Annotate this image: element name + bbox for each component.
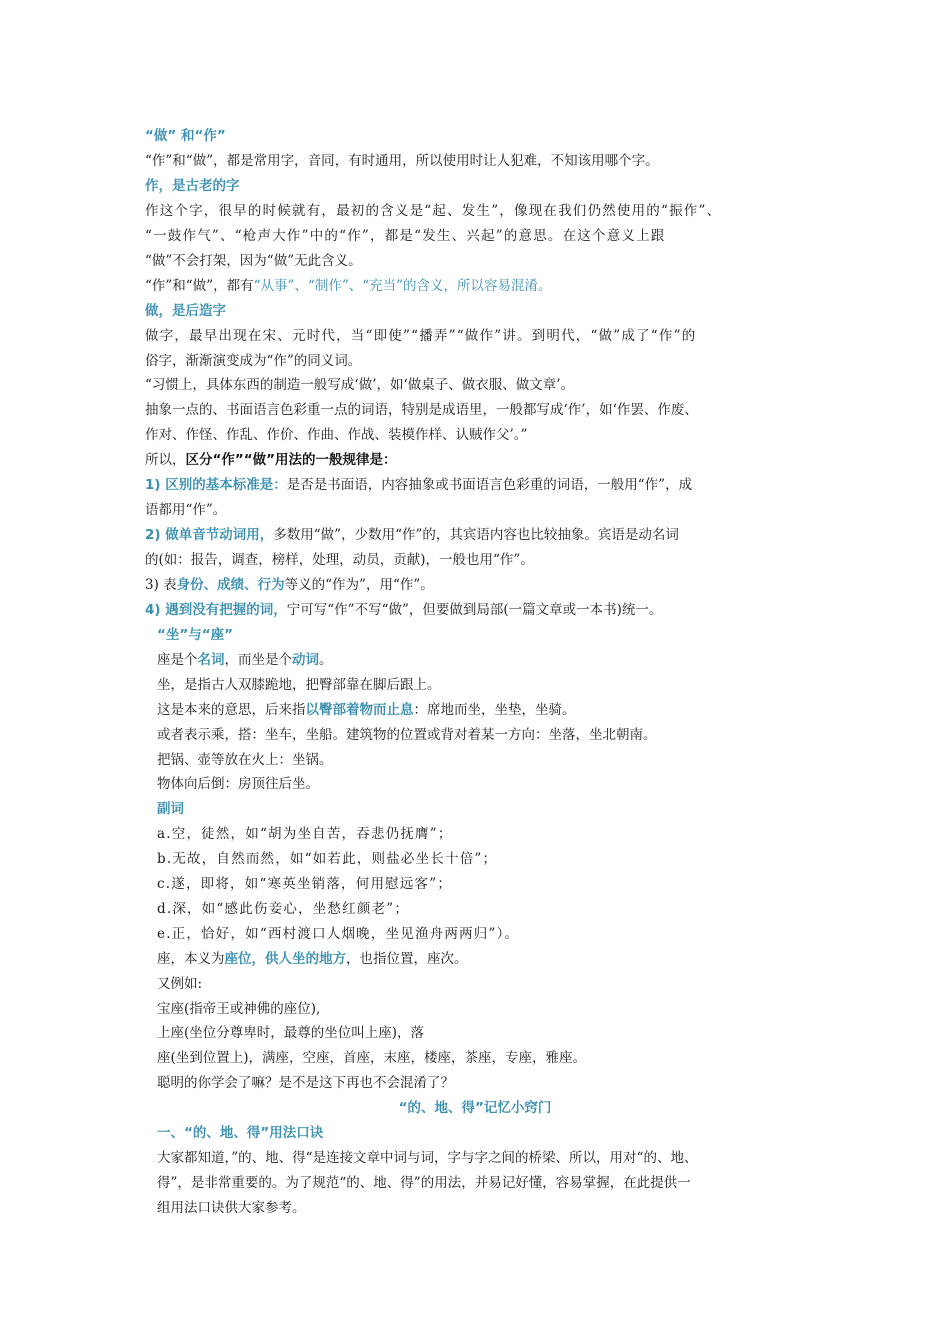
text-span: 宁可写“作”不写“做”，但要做到局部(一篇文章或一本书)统一。: [286, 602, 663, 618]
highlight-span: 4) 遇到没有把握的词，: [145, 602, 287, 618]
section-heading-zuo-seat: “坐”与“座”: [157, 627, 233, 643]
adverb-heading: 副词: [157, 801, 184, 817]
text-span: ，也指位置，座次。: [346, 951, 468, 967]
paragraph-line: 把锅、壶等放在火上：坐锅。: [157, 752, 333, 768]
paragraph-line: “做”不会打架，因为“做”无此含义。: [145, 253, 362, 269]
paragraph-line: 的(如：报告，调查，榜样，处理，动员，贡献)，一般也用“作”。: [145, 552, 534, 568]
paragraph-line: “习惯上，具体东西的制造一般写成‘做’，如‘做桌子、做衣服、做文章’。: [145, 377, 575, 393]
intro-text: “作”和“做”，都是常用字，音同，有时通用，所以使用时让人犯难，不知该用哪个字。: [145, 153, 659, 169]
paragraph-line: 做字，最早出现在宋、元时代，当“即使”“播弄”“做作”讲。到明代，“做”成了“作”的: [145, 328, 697, 344]
highlight-span: 身份、成绩、行为: [176, 577, 285, 593]
list-item: e.正，恰好，如“西村渡口人烟晚，坐见渔舟两两归”）。: [157, 926, 520, 942]
highlight-span: 座位，供人坐的地方: [224, 951, 346, 967]
paragraph-line: 坐，是指古人双膝跪地，把臀部靠在脚后跟上。: [157, 677, 441, 693]
page-title: “做” 和“作”: [145, 128, 226, 144]
rule-1: [145, 476, 692, 494]
section-heading-zuo-old: 作，是古老的字: [145, 178, 240, 194]
section-heading-zuo-new: 做，是后造字: [145, 303, 226, 319]
paragraph-line: 聪明的你学会了嘛？是不是这下再也不会混淆了？: [157, 1075, 454, 1091]
text-span: 等义的“作为”，用“作”。: [284, 577, 434, 593]
text-span: “作”和“做”，都有: [145, 278, 254, 294]
highlight-span: “从事”、“制作”、“充当”的含义，所以容易混淆。: [253, 278, 552, 294]
paragraph-line: 抽象一点的、书面语言色彩重一点的词语，特别是成语里，一般都写成‘作’，如‘作罢、作废、: [145, 402, 698, 418]
paragraph-line: “一鼓作气”、“枪声大作”中的“作”，都是“发生、兴起”的意思。在这个意义上跟: [145, 228, 666, 244]
de-section-title: “的、地、得”记忆小窍门: [398, 1100, 552, 1116]
bold-span: 区分“作”“做”用法的一般规律是：: [185, 452, 397, 468]
rule-2: [145, 526, 679, 544]
text-span: 3) 表: [145, 577, 177, 593]
paragraph-line: 作这个字，很早的时候就有，最初的含义是“起、发生”，像现在我们仍然使用的“振作”、: [145, 203, 722, 219]
text-span: ，而坐是个: [224, 652, 292, 668]
text-span: 所以，: [145, 452, 186, 468]
paragraph-line: 组用法口诀供大家参考。: [157, 1200, 306, 1216]
text-span: 座，本义为: [157, 951, 225, 967]
rule-3: [145, 576, 434, 594]
rules-lead: [145, 451, 397, 469]
paragraph-line: 宝座(指帝王或神佛的座位),: [157, 1001, 321, 1017]
paragraph-line: [157, 950, 468, 968]
list-item: a.空，徒然，如“胡为坐自苦，吞悲仍抚膺”；: [157, 826, 453, 842]
list-item: b.无故，自然而然，如“如若此，则盐必坐长十倍”；: [157, 851, 498, 867]
highlight-span: 动词: [292, 652, 319, 668]
paragraph-line: 或者表示乘，搭：坐车，坐船。建筑物的位置或背对着某一方向：坐落，坐北朝南。: [157, 727, 657, 743]
paragraph-line: 作对、作怪、作乱、作价、作曲、作战、装模作样、认贼作父’。”: [145, 427, 528, 443]
text-span: ：席地而坐，坐垫，坐骑。: [413, 702, 576, 718]
text-span: 这是本来的意思，后来指: [157, 702, 306, 718]
paragraph-line: 俗字，渐渐演变成为“作”的同义词。: [145, 353, 362, 369]
paragraph-line: 上座(坐位分尊卑时，最尊的坐位叫上座)，落: [157, 1025, 425, 1041]
paragraph-line: 得”，是非常重要的。为了规范“的、地、得”的用法，并易记好懂，容易掌握，在此提供一: [157, 1175, 691, 1191]
highlight-span: 名词: [197, 652, 225, 668]
paragraph-line: [145, 277, 552, 295]
text-span: 座是个: [157, 652, 198, 668]
highlight-span: 1) 区别的基本标准是：: [145, 477, 287, 493]
paragraph-line: 又例如:: [157, 976, 203, 992]
de-section-heading: 一、“的、地、得”用法口诀: [157, 1125, 324, 1141]
text-span: 是否是书面语，内容抽象或书面语言色彩重的词语，一般用“作”，成: [286, 477, 693, 493]
paragraph-line: 大家都知道，”的、地、得“是连接文章中词与词，字与字之间的桥梁、所以，用对“的、地、: [157, 1150, 698, 1166]
highlight-span: 以臀部着物而止息: [305, 702, 414, 718]
paragraph-line: 语都用“作”。: [145, 502, 227, 518]
paragraph-line: 物体向后倒：房顶往后坐。: [157, 776, 319, 792]
text-span: 。: [319, 652, 333, 668]
list-item: d.深，如“感此伤妾心，坐愁红颜老”；: [157, 901, 410, 917]
paragraph-line: [157, 651, 333, 669]
paragraph-line: 座(坐到位置上)，满座，空座，首座，末座，楼座，茶座，专座，雅座。: [157, 1050, 587, 1066]
text-span: 多数用“做”，少数用“作”的，其宾语内容也比较抽象。宾语是动名词: [273, 527, 679, 543]
highlight-span: 2) 做单音节动词用，: [145, 527, 274, 543]
list-item: c.遂，即将，如“寒英坐销落，何用慰远客”；: [157, 876, 453, 892]
rule-4: [145, 601, 662, 619]
paragraph-line: [157, 701, 576, 719]
